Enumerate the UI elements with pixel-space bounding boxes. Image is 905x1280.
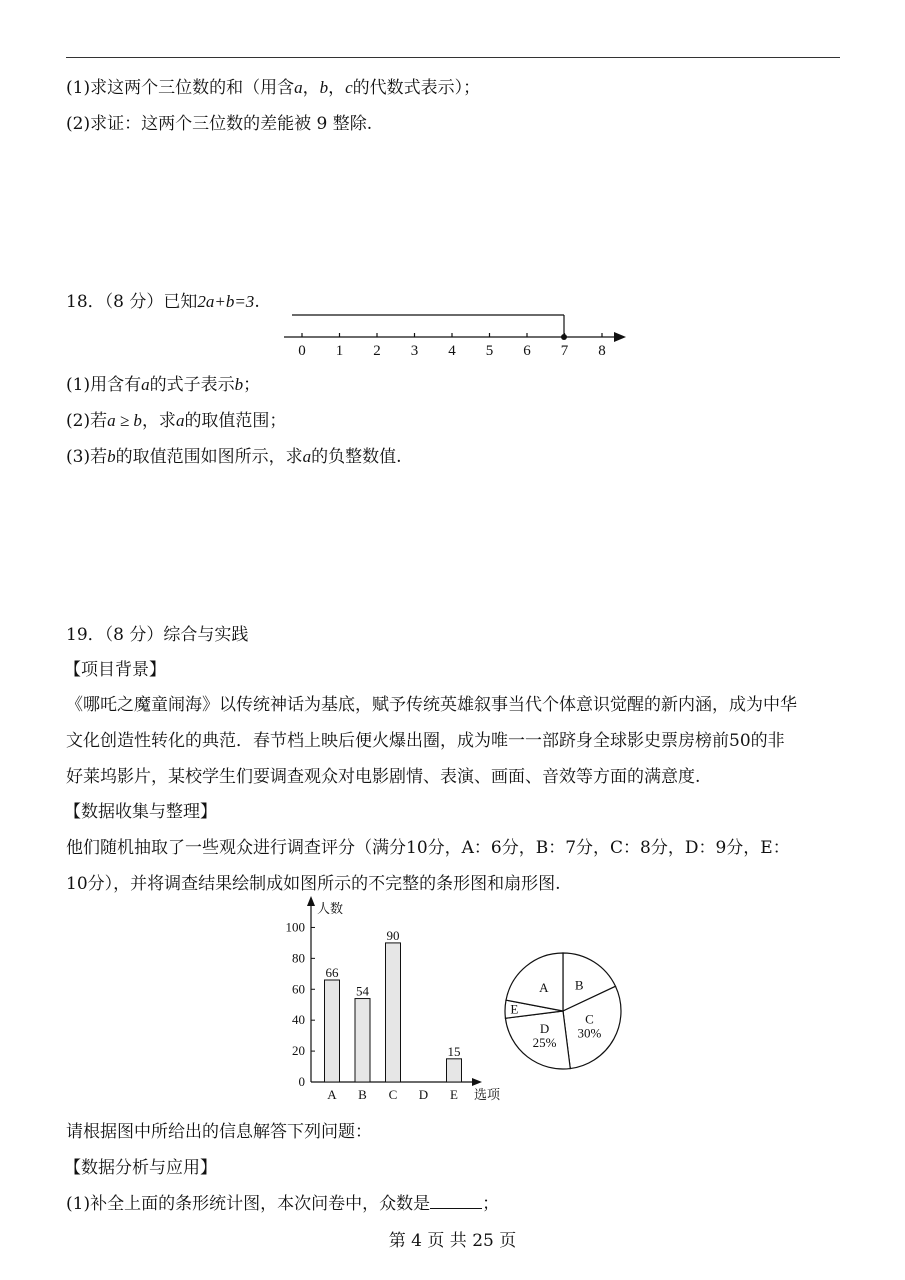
q19-collect-title: 【数据收集与整理】	[64, 802, 217, 822]
separator: ，	[302, 78, 320, 98]
pie-percent-label: 30%	[577, 1025, 602, 1041]
y-axis-arrow	[307, 896, 315, 906]
bar-data-label: 54	[356, 983, 369, 999]
number-line-tick-label: 4	[448, 343, 456, 359]
x-axis-label: 选项	[474, 1087, 501, 1102]
q18-part2	[66, 406, 286, 431]
q19-prompt: 请根据图中所给出的信息解答下列问题：	[66, 1122, 372, 1142]
y-tick-label: 0	[298, 1074, 305, 1089]
bar	[355, 999, 370, 1082]
q19-background-line2: 文化创造性转化的典范．春节档上映后便火爆出圈，成为唯一一部跻身全球影史票房榜前50的非	[66, 731, 785, 751]
bar-data-label: 15	[447, 1043, 461, 1059]
pie-slice-label: E	[510, 1001, 519, 1017]
q18-head-text: 18．（8 分）已知	[66, 292, 198, 312]
q19-question1	[66, 1189, 499, 1214]
var-a: a	[141, 375, 150, 394]
var-a: a	[294, 78, 303, 97]
q18-part1-mid: 的式子表示	[149, 375, 235, 395]
q19-collect-line1: 他们随机抽取了一些观众进行调查评分（满分10分，A：6分，B：7分，C：8分，D：9分，E：	[66, 838, 790, 858]
var-b: b	[107, 447, 116, 466]
number-line-tick-label: 1	[335, 343, 344, 359]
pie-chart-marks	[505, 953, 621, 1069]
y-tick-label: 60	[292, 981, 305, 997]
number-line-tick-label: 0	[298, 343, 306, 359]
separator: ，	[328, 78, 346, 98]
pie-chart	[500, 948, 626, 1074]
pie-slice-label: D	[539, 1020, 550, 1036]
bar	[386, 943, 401, 1082]
pie-slice	[506, 953, 563, 1011]
q19-background-title: 【项目背景】	[64, 660, 166, 680]
q18-part1-end: ；	[243, 375, 261, 395]
q18-period: .	[254, 292, 260, 312]
x-axis-arrow	[472, 1078, 482, 1086]
x-tick-label: B	[358, 1087, 367, 1102]
bar-data-label: 66	[325, 965, 339, 980]
x-tick-label: C	[388, 1087, 398, 1102]
y-axis-label: 人数	[317, 901, 344, 916]
q18-condition: 2a+b=3	[197, 292, 255, 311]
q19-analysis-title: 【数据分析与应用】	[64, 1158, 217, 1178]
q19-background-line3: 好莱坞影片，某校学生们要调查观众对电影剧情、表演、画面、音效等方面的满意度.	[66, 767, 701, 787]
number-line-tick-label: 3	[410, 343, 419, 359]
number-line-tick-label: 5	[485, 343, 494, 359]
var-c: c	[345, 78, 353, 97]
q19-question1-end: ；	[482, 1194, 500, 1214]
q18-part3-mid: 的取值范围如图所示，求	[115, 447, 303, 467]
q18-part2-end: 的取值范围；	[184, 411, 287, 431]
q19-background-line1: 《哪吒之魔童闹海》以传统神话为基底，赋予传统英雄叙事当代个体意识觉醒的新内涵，成为中华	[66, 695, 797, 715]
number-line-tick-label: 7	[560, 343, 569, 359]
pie-slice-label: B	[574, 977, 584, 993]
q18-part2-text: (2)若	[66, 411, 108, 431]
q18-part3	[66, 442, 402, 467]
bar-chart	[275, 895, 505, 1105]
pie-slice-label: A	[539, 979, 549, 995]
page-footer: 第 4 页 共 25 页	[388, 1231, 517, 1251]
bar-data-label: 90	[386, 927, 400, 943]
x-tick-label: A	[327, 1087, 337, 1102]
number-line-tick-label: 8	[598, 343, 606, 359]
q19-question1-text: (1)补全上面的条形统计图，本次问卷中，众数是	[66, 1194, 431, 1214]
q19-collect-line2: 10分），并将调查结果绘制成如图所示的不完整的条形图和扇形图.	[66, 874, 561, 894]
q17-part1	[66, 73, 480, 98]
y-tick-label: 20	[292, 1043, 305, 1059]
var-b: b	[319, 78, 329, 97]
number-line	[280, 305, 630, 363]
x-tick-label: E	[450, 1087, 458, 1102]
q17-part1-tail: 的代数式表示）；	[352, 78, 481, 98]
var-a: a	[175, 411, 185, 430]
header-rule	[66, 57, 840, 58]
q18-part1	[66, 370, 260, 395]
pie-percent-label: 25%	[532, 1034, 557, 1050]
q18-part3-text: (3)若	[66, 447, 108, 467]
q18-part2-condition: a ≥ b	[107, 411, 142, 430]
number-line-tick-label: 2	[373, 343, 381, 359]
var-a: a	[302, 447, 312, 466]
number-line-arrow	[614, 332, 626, 342]
answer-blank[interactable]	[430, 1192, 482, 1209]
q18-part1-text: (1)用含有	[66, 375, 142, 395]
q17-part1-text: (1)求这两个三位数的和（用含	[66, 78, 295, 98]
q19-heading: 19．（8 分）综合与实践	[66, 625, 249, 645]
y-tick-label: 80	[292, 950, 305, 966]
bar	[325, 980, 340, 1082]
q17-part2: (2)求证：这两个三位数的差能被 9 整除.	[66, 114, 373, 134]
pie-slice-label: C	[585, 1011, 594, 1027]
y-tick-label: 40	[292, 1012, 305, 1028]
number-line-tick-label: 6	[523, 343, 531, 359]
bar	[447, 1059, 462, 1082]
q18-heading	[66, 287, 260, 312]
x-tick-label: D	[418, 1087, 429, 1102]
q18-part2-mid: ，求	[141, 411, 176, 431]
q18-part3-end: 的负整数值.	[311, 447, 402, 467]
var-b: b	[234, 375, 244, 394]
y-tick-label: 100	[285, 919, 305, 935]
bar-chart-marks	[286, 896, 502, 1102]
